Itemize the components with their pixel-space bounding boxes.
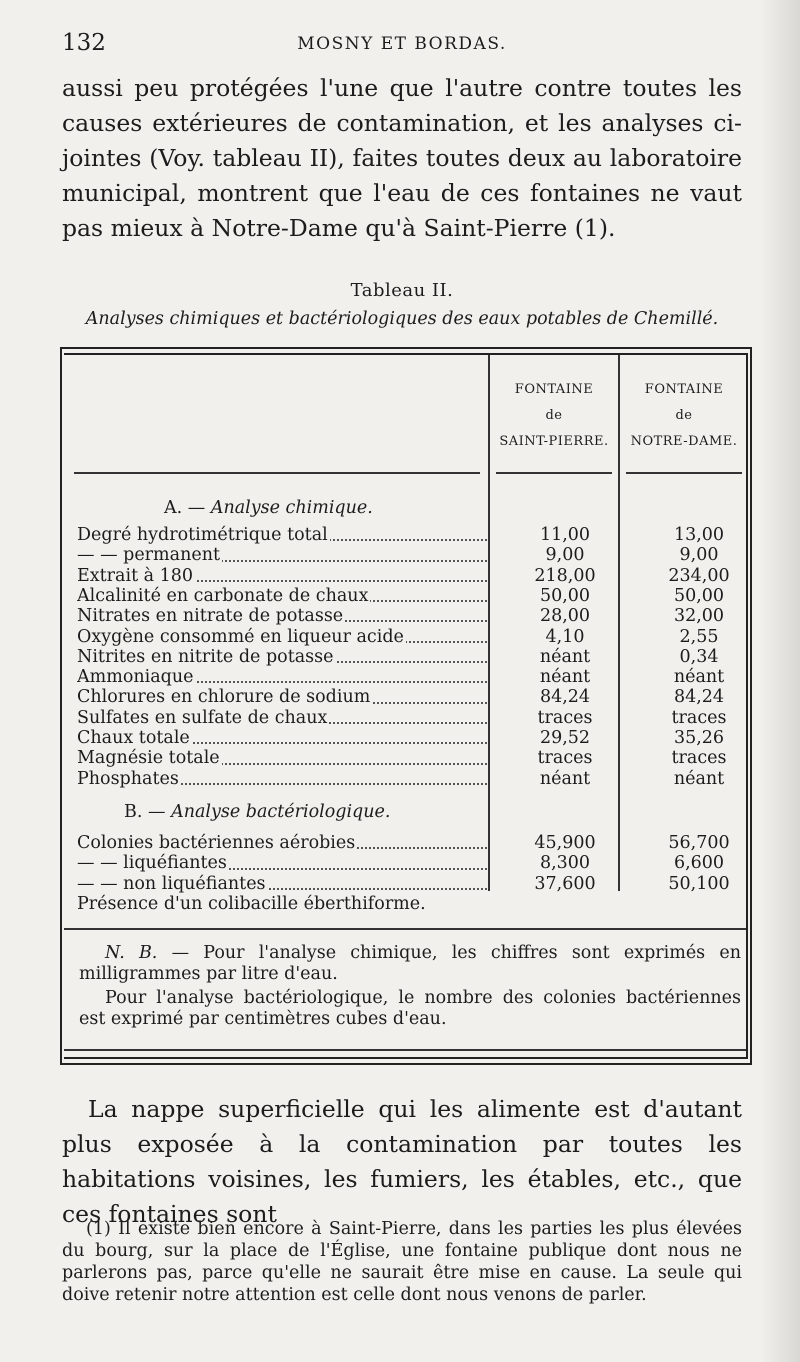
table-row [77,545,741,565]
value-notre-dame: 6,600 [673,853,725,874]
value-saint-pierre: 8,300 [539,853,591,874]
row-label: — — liquéfiantes [77,853,487,873]
table-row [77,728,741,748]
value-notre-dame: 0,34 [679,646,719,667]
page-header [62,30,742,64]
column-header-saint-pierre: FONTAINE de SAINT-PIERRE. [499,382,609,449]
presence-row [77,894,741,914]
value-saint-pierre: 29,52 [539,728,591,748]
table-row [77,606,741,626]
value-notre-dame: 56,700 [668,833,730,853]
value-saint-pierre: 9,00 [545,545,585,566]
row-label: Extrait à 180 [77,566,487,586]
value-saint-pierre: 11,00 [539,525,591,545]
value-saint-pierre: néant [539,667,591,688]
value-notre-dame: néant [673,667,725,688]
value-notre-dame: 9,00 [679,545,719,566]
value-notre-dame: 50,100 [668,873,730,894]
value-notre-dame: néant [673,768,725,789]
row-label: Oxygène consommé en liqueur acide [77,627,487,647]
table-note-2: Pour l'analyse bactériologique, le nombre des colonies bactériennes est exprimé par centimètres cubes d'eau. [79,988,741,1029]
value-notre-dame: 84,24 [673,687,725,708]
row-label: Chlorures en chlorure de sodium [77,687,487,707]
table-row [77,769,741,789]
value-notre-dame: 35,26 [673,728,725,748]
header-rule-col1 [496,472,612,474]
paragraph-2: La nappe superficielle qui les alimente est d'autant plus exposée à la contamination par toutes les habitations voisines, les fumiers, les étables, etc., que ces fontaines sont [62,1095,742,1228]
row-label: Degré hydrotimétrique total [77,525,487,545]
value-notre-dame: traces [671,748,727,769]
row-label: Phosphates [77,769,487,789]
table-row [77,853,741,873]
row-label: Nitrites en nitrite de potasse [77,647,487,667]
value-saint-pierre: 28,00 [539,606,591,627]
value-notre-dame: 32,00 [673,606,725,627]
value-notre-dame: 234,00 [668,565,730,586]
page-number: 132 [62,30,106,56]
table-label: Tableau II. [350,280,454,301]
value-saint-pierre: 84,24 [539,687,591,708]
header-rule-label [74,472,480,474]
value-notre-dame: 2,55 [679,626,719,647]
value-saint-pierre: 37,600 [534,873,596,894]
value-saint-pierre: 45,900 [534,833,596,853]
section-a-title: A. — Analyse chimique. [164,498,373,518]
table-row [77,627,741,647]
section-b-title: B. — Analyse bactériologique. [124,802,391,822]
row-label: — — permanent [77,545,487,565]
value-saint-pierre: néant [539,646,591,667]
row-label: Chaux totale [77,728,487,748]
table-inner-frame [64,353,748,1059]
row-label: Ammoniaque [77,667,487,687]
presence-text: Présence d'un colibacille éberthiforme. [77,894,426,914]
row-label: Alcalinité en carbonate de chaux [77,586,487,606]
row-label: Colonies bactériennes aérobies [77,833,487,853]
value-saint-pierre: traces [537,748,593,769]
table-note: N. B. — Pour l'analyse chimique, les chiffres sont exprimés en milligrammes par litre d'eau. [79,943,741,984]
row-label: Nitrates en nitrate de potasse [77,606,487,626]
table-row [77,566,741,586]
row-label: — — non liquéfiantes [77,874,487,894]
value-notre-dame: 50,00 [673,585,725,606]
table-row [77,667,741,687]
table-row [77,708,741,728]
column-header-notre-dame: FONTAINE de NOTRE-DAME. [630,382,738,449]
paragraph-1: aussi peu protégées l'une que l'autre contre toutes les causes extérieures de contamination, et les analyses ci-jointes (Voy. tableau II), faites toutes deux au laboratoire municipal, montrent que l'eau de ces fontaines ne vaut pas mieux à Notre-Dame qu'à Saint-Pierre (1). [62,74,742,242]
value-saint-pierre: traces [537,707,593,728]
value-notre-dame: traces [671,707,727,728]
value-notre-dame: 13,00 [673,525,725,545]
page-edge-shadow [760,0,800,1362]
row-label: Sulfates en sulfate de chaux [77,708,487,728]
table-title: Analyses chimiques et bactériologiques des eaux potables de Chemillé. [85,309,719,329]
analysis-table [60,347,752,1065]
footnote-text: (1) Il existe bien encore à Saint-Pierre, dans les parties les plus élevées du bourg, sur la place de l'Église, une fontaine publique dont nous ne parlerons pas, parce qu'elle ne saurait être mise en cause. La seule qui doive retenir notre attention est celle dont nous venons de parler. [62,1219,742,1305]
value-saint-pierre: 218,00 [534,565,596,586]
value-saint-pierre: 50,00 [539,585,591,606]
footnote [62,1218,742,1306]
table-row [77,525,741,545]
note-separator [64,928,746,930]
value-saint-pierre: 4,10 [545,626,585,647]
table-row [77,586,741,606]
value-saint-pierre: néant [539,768,591,789]
row-label: Magnésie totale [77,748,487,768]
table-row [77,748,741,768]
header-rule-col2 [626,472,742,474]
table-row [77,687,741,707]
table-row [77,833,741,853]
table-row [77,647,741,667]
running-head: MOSNY ET BORDAS. [297,34,507,54]
table-bottom-rule [64,1049,746,1051]
table-row [77,874,741,894]
